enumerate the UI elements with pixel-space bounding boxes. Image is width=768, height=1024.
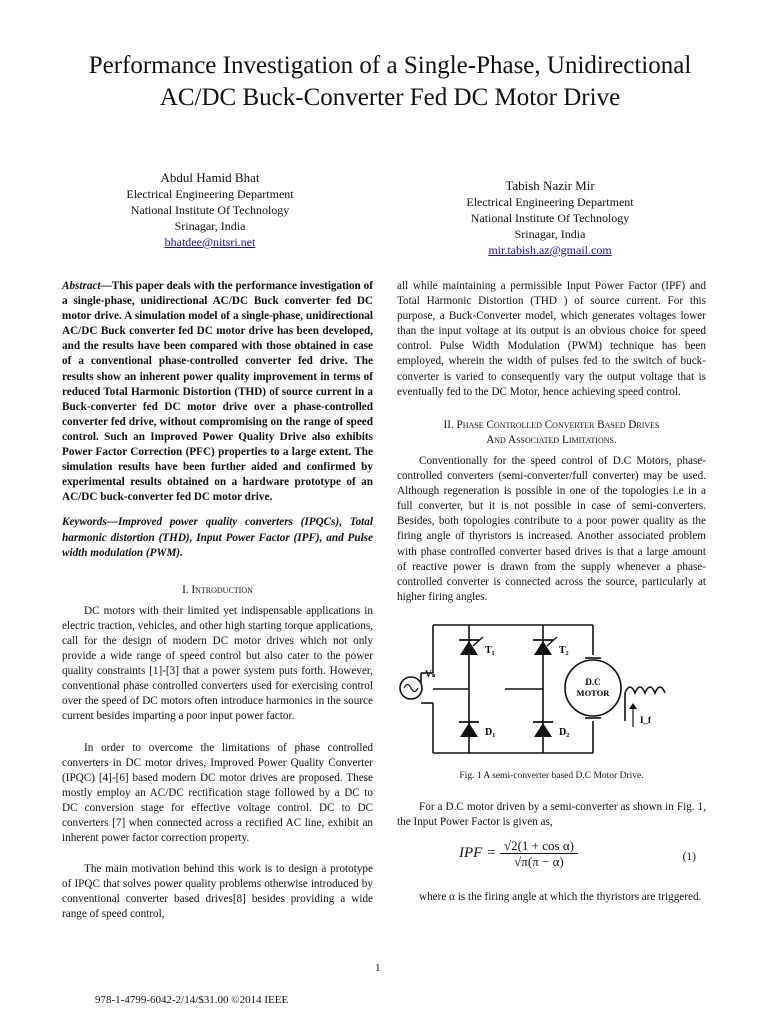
keywords-text: —Improved power quality converters (IPQCs), Total harmonic distortion (THD), Input Power Factor (IPF), and Pulse width modulation (PWM). — [62, 516, 373, 559]
section-heading-2-line2: And Associated Limitations. — [486, 433, 617, 446]
label-vs: Vₛ — [425, 669, 436, 680]
equation-denominator: √π(π − α) — [514, 854, 564, 870]
label-motor-line2: MOTOR — [576, 687, 610, 698]
figure-1 — [397, 613, 706, 765]
right-column — [397, 279, 706, 905]
author-name: Abdul Hamid Bhat — [160, 170, 260, 185]
label-t1: T₁ — [485, 644, 495, 656]
author-dept: Electrical Engineering Department — [466, 195, 634, 209]
section-heading-2-line1: II. Phase Controlled Converter Based Drives — [443, 418, 660, 431]
right-paragraph-1: all while maintaining a permissible Input Power Factor (IPF) and Total Harmonic Distortion (THD ) of source current. For this purpose, a Buck-Converter model, which generates voltages lower than the input voltage at its output is an obvious choice for speed control. Pulse Width Modulation (PWM) technique has been employed, wherein the width of pulses fed to the switch of buck-converter is varied to consequently vary the output voltage that is eventually fed to the DC Motor, hence achieving speed control. — [397, 280, 706, 398]
label-d2: D₂ — [559, 726, 570, 738]
label-t2: T₂ — [559, 644, 569, 656]
author-email-link[interactable]: bhatdee@nitsri.net — [164, 235, 256, 249]
keywords — [62, 515, 373, 560]
abstract-label: Abstract — [62, 280, 101, 292]
author-inst: National Institute Of Technology — [130, 203, 290, 217]
author-loc: Srinagar, India — [514, 227, 586, 241]
author-inst: National Institute Of Technology — [470, 211, 630, 225]
equation-1 — [397, 836, 706, 884]
author-email-link[interactable]: mir.tabish.az@gmail.com — [488, 243, 612, 257]
author-block-2 — [445, 178, 655, 258]
intro-paragraph-3: The main motivation behind this work is to design a prototype of IPQC that solves power quality problems otherwise introduced by conventional converter based drives[8] besides providing a wide range of speed control, — [62, 863, 373, 921]
section-heading-introduction: I. Introduction — [182, 583, 253, 596]
left-column — [62, 279, 373, 923]
page-number: 1 — [375, 962, 381, 974]
keywords-label: Keywords — [62, 516, 107, 529]
author-dept: Electrical Engineering Department — [126, 187, 294, 201]
right-paragraph-2: For a D.C motor driven by a semi-converter as shown in Fig. 1, the Input Power Factor is given as, — [397, 800, 706, 829]
paper-title: Performance Investigation of a Single-Phase, Unidirectional AC/DC Buck-Converter Fed DC Motor Drive — [88, 52, 692, 111]
equation-number: (1) — [682, 851, 696, 864]
author-name: Tabish Nazir Mir — [505, 178, 595, 193]
abstract-text: —This paper deals with the performance investigation of a single-phase, unidirectional AC/DC Buck converter fed DC motor drive. A simulation model of a single-phase, unidirectional AC/DC Buck converter fed DC motor drive has been developed, and the results have been compared with those obtained in case of a conventional phase-controlled converter fed drive. The results show an inherent power quality improvement in terms of reduced Total Harmonic Distortion (THD) of source current in a Buck-converter fed DC motor drive over a phase-controlled converter fed drive, without compromising on the range of speed control. Such an Improved Power Quality Drive also exhibits Power Factor Correction (PFC) properties to a large extent. The simulation results have been further aided and confirmed by experimental results obtained on a hardware prototype of an AC/DC buck-converter fed DC motor drive. — [62, 280, 373, 504]
intro-paragraph-1: DC motors with their limited yet indispensable applications in electric traction, vehicles, and other high starting torque applications, call for the design of modern DC motor drives which not only provide a wide range of speed control but also cater to the power quality constraints [1]-[3] that a power system puts forth. However, conventional phase controlled converters used for exercising control over the speed of DC motors often introduce harmonics in the source current besides imparting a poor input power factor. — [62, 604, 373, 723]
intro-paragraph-2: In order to overcome the limitations of phase controlled converters in DC motor drives, Improved Power Quality Converter (IPQC) [4]-[6] based modern DC motor drives are proposed. These mostly employ an AC/DC rectification stage followed by a DC to DC conversion stage for effective voltage control. DC to DC converters [7] when connected across a rectified AC line, exhibit an inherent power factor correction property. — [62, 741, 373, 845]
label-motor-line1: D.C — [585, 676, 601, 687]
copyright-footer: 978-1-4799-6042-2/14/$31.00 ©2014 IEEE — [95, 994, 289, 1006]
equation-numerator: √2(1 + cos α) — [500, 838, 578, 854]
author-loc: Srinagar, India — [174, 219, 246, 233]
equation-lhs: IPF = — [459, 845, 497, 862]
equation-fraction — [500, 838, 578, 869]
label-field-current: I_f — [640, 714, 651, 725]
figure-1-caption: Fig. 1 A semi-converter based D.C Motor Drive. — [459, 770, 644, 781]
label-d1: D₁ — [485, 726, 496, 738]
section2-paragraph-1: Conventionally for the speed control of D.C Motors, phase-controlled converters (semi-converter/full converter) may be used. Although regeneration is possible in one of the topologies i.e in a full converter, but it is not possible in case of semi-converters. Besides, both topologies contribute to a poor power quality as the firing angle of thyristors is increased. Another associated problem with phase controlled converter based drives is that a large amount of reactive power is drawn from the supply whenever a phase-controlled converter is connected across the source, particularly at higher firing angles. — [397, 454, 706, 603]
right-paragraph-3: where α is the firing angle at which the thyristors are triggered. — [419, 891, 702, 904]
abstract — [62, 279, 373, 505]
equation-body — [459, 838, 578, 869]
author-block-1 — [105, 170, 315, 250]
semi-converter-circuit-diagram — [397, 613, 706, 765]
